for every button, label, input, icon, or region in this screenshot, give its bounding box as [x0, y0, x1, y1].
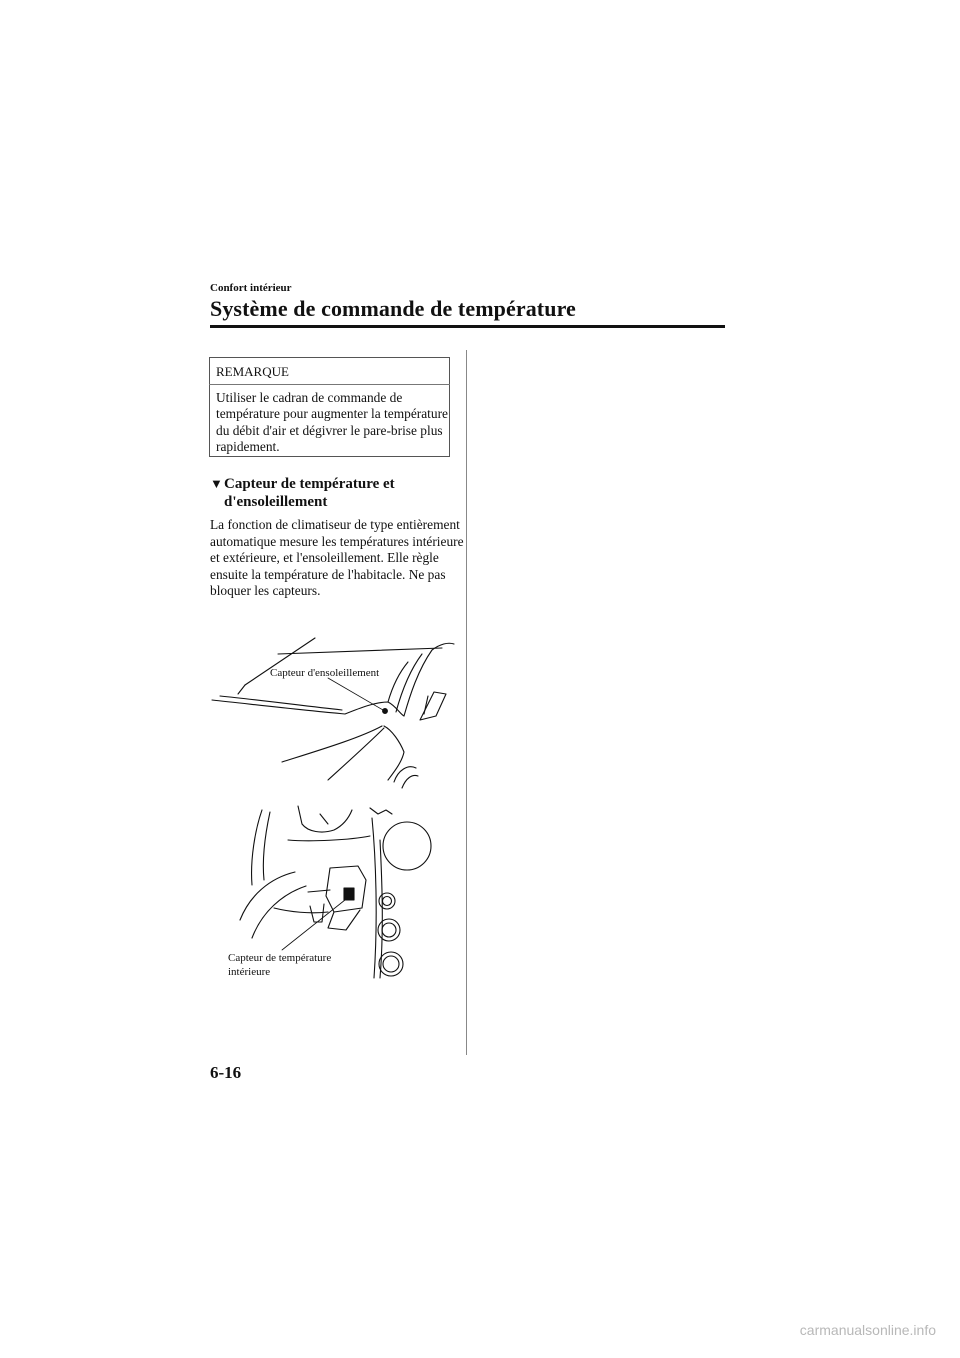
watermark-text: carmanualsonline.info: [799, 1322, 936, 1338]
triangle-down-icon: ▼: [210, 476, 223, 491]
page-title: Système de commande de température: [210, 296, 576, 321]
subsection-title-line1: Capteur de température et: [224, 476, 395, 492]
sunlight-sensor-illustration: [210, 630, 460, 790]
page-number: 6-16: [210, 1063, 242, 1082]
section-label: Confort intérieur: [210, 282, 292, 294]
note-text: Utiliser le cadran de commande de température pour augmenter la température du débit d'air et dégivrer le pare-brise plus rapidement.: [216, 390, 448, 455]
subsection-heading: [210, 475, 460, 511]
title-rule: [210, 325, 725, 328]
note-separator: [209, 384, 450, 385]
subsection-title-line2: d'ensoleillement: [224, 494, 328, 510]
note-heading: REMARQUE: [216, 364, 289, 379]
interior-sensor-label-line1: Capteur de température: [228, 952, 332, 964]
sunlight-sensor-label: Capteur d'ensoleillement: [270, 667, 380, 679]
interior-sensor-label-line2: intérieure: [228, 966, 271, 978]
column-divider: [466, 350, 467, 1055]
interior-temperature-sensor-illustration: [210, 800, 460, 990]
body-paragraph: La fonction de climatiseur de type entièrement automatique mesure les températures intérieure et extérieure, et l'ensoleillement. Elle règle ensuite la température de l'habitacle. Ne pas bloquer les capteurs.: [210, 517, 464, 599]
